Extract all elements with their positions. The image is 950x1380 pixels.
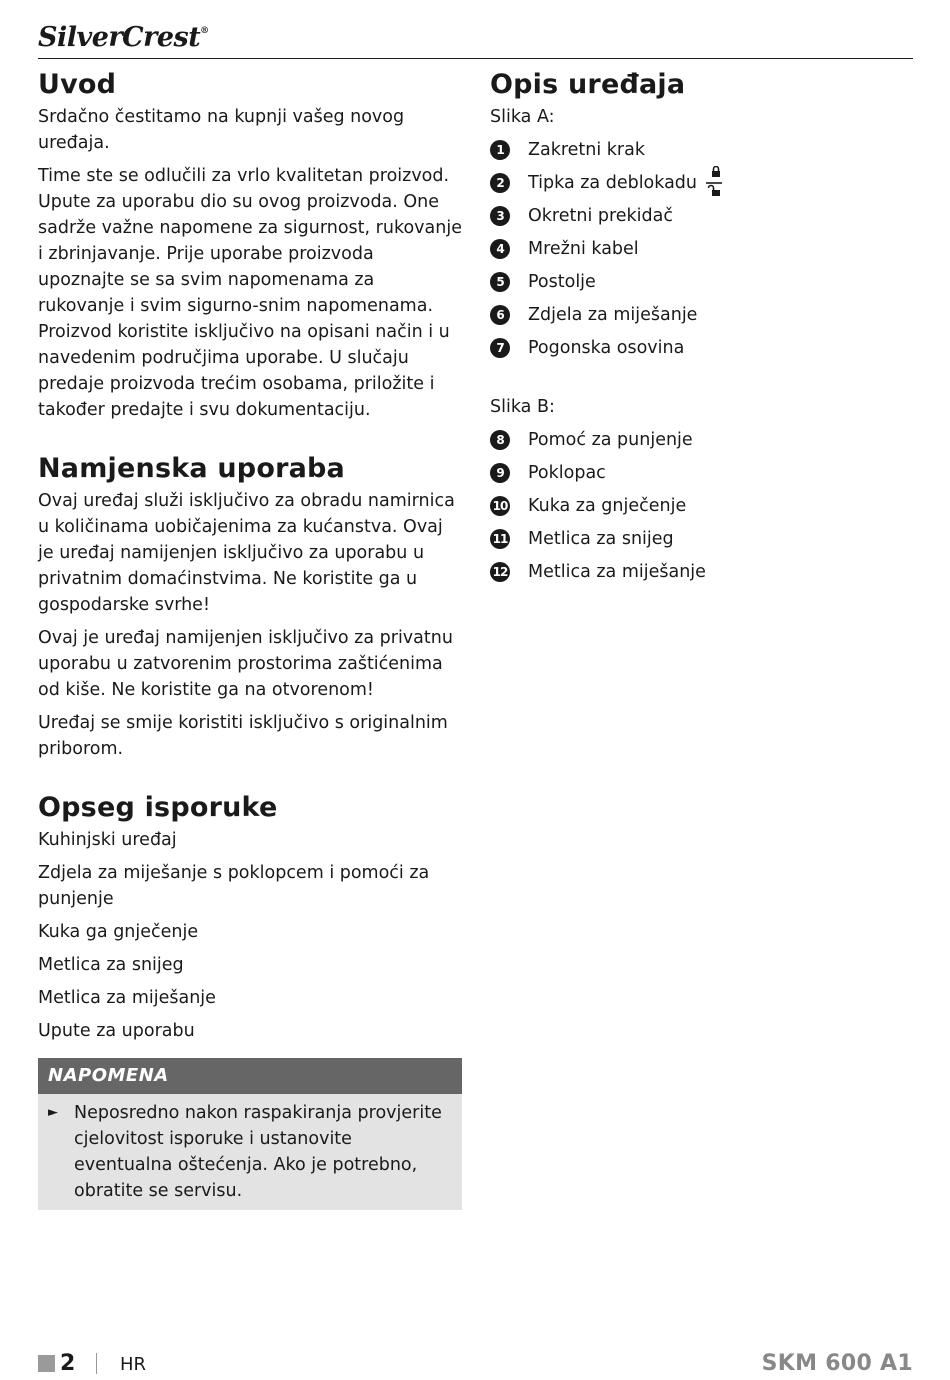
section-title-opis-uredaja: Opis uređaja — [490, 69, 686, 100]
list-item-label: Kuka za gnječenje — [528, 496, 687, 516]
note-heading: NAPOMENA — [38, 1058, 462, 1094]
list-item: Metlica za snijeg — [38, 955, 184, 975]
number-badge: 1 — [490, 140, 510, 160]
slika-b-label: Slika B: — [490, 397, 555, 417]
number-badge: 8 — [490, 430, 510, 450]
list-item-label: Metlica za miješanje — [528, 562, 706, 582]
left-column — [38, 66, 462, 1210]
list-item — [490, 559, 910, 585]
list-item-label: Zakretni krak — [528, 140, 645, 160]
note-box — [38, 1058, 462, 1210]
number-badge: 9 — [490, 463, 510, 483]
number-badge: 11 — [490, 529, 510, 549]
note-text: Neposredno nakon raspakiranja provjerite cjelovitost isporuke i ustanovite eventualna oštećenja. Ako je potrebno, obratite se servisu. — [74, 1103, 442, 1201]
model-number: SKM 600 A1 — [761, 1351, 913, 1376]
section-title-opseg-isporuke: Opseg isporuke — [38, 792, 278, 823]
list-item-label: Mrežni kabel — [528, 239, 639, 259]
list-item — [490, 137, 910, 163]
uvod-paragraph-1: Srdačno čestitamo na kupnji vašeg novog uređaja. — [38, 107, 405, 153]
list-item-label: Okretni prekidač — [528, 206, 673, 226]
footer-divider — [96, 1353, 97, 1374]
page-footer — [38, 1350, 913, 1380]
brand-logo: SilverCrest® — [38, 22, 209, 53]
list-item: Kuka ga gnječenje — [38, 922, 199, 942]
namjenska-paragraph-3: Uređaj se smije koristiti isključivo s originalnim priborom. — [38, 713, 448, 759]
footer-marker — [38, 1355, 55, 1372]
slika-a-label: Slika A: — [490, 107, 555, 127]
list-item — [490, 302, 910, 328]
list-item-label: Postolje — [528, 272, 596, 292]
namjenska-paragraph-1: Ovaj uređaj služi isključivo za obradu namirnica u količinama uobičajenima za kućanstva. Ovaj je uređaj namijenjen isključivo za uporabu u privatnim domaćinstvima. Ne koristite ga u gospodarske svrhe! — [38, 491, 455, 615]
list-item-label: Tipka za deblokadu — [528, 173, 698, 193]
number-badge: 2 — [490, 173, 510, 193]
list-item — [490, 236, 910, 262]
section-title-uvod: Uvod — [38, 69, 117, 100]
list-item: Zdjela za miješanje s poklopcem i pomoći za punjenje — [38, 863, 430, 909]
number-badge: 12 — [490, 562, 510, 582]
right-column — [490, 66, 910, 592]
lock-unlock-icon — [705, 166, 723, 200]
number-badge: 4 — [490, 239, 510, 259]
uvod-paragraph-2: Time ste se odlučili za vrlo kvalitetan proizvod. Upute za uporabu dio su ovog proizvoda. One sadrže važne napomene za sigurnost, rukovanje i zbrinjavanje. Prije uporabe proizvoda upoznajte se sa svim napomenama za rukovanje i svim sigurno-snim napomenama. Proizvod koristite isključivo na opisani način i u navedenim područjima uporabe. U slučaju predaje proizvoda trećim osobama, priložite i također predajte i svu dokumentaciju. — [38, 166, 462, 420]
list-item: Upute za uporabu — [38, 1021, 195, 1041]
namjenska-paragraph-2: Ovaj je uređaj namijenjen isključivo za privatnu uporabu u zatvorenim prostorima zaštićenima od kiše. Ne koristite ga na otvorenom! — [38, 628, 453, 700]
list-item-label: Pomoć za punjenje — [528, 430, 693, 450]
section-title-namjenska-uporaba: Namjenska uporaba — [38, 453, 345, 484]
page-number: 2 — [60, 1351, 76, 1376]
list-item-label: Metlica za snijeg — [528, 529, 674, 549]
list-item — [490, 526, 910, 552]
number-badge: 7 — [490, 338, 510, 358]
list-item — [490, 335, 910, 361]
list-item: Kuhinjski uređaj — [38, 830, 177, 850]
list-item — [490, 203, 910, 229]
slika-b-list — [490, 427, 910, 585]
slika-a-list — [490, 137, 910, 361]
number-badge: 3 — [490, 206, 510, 226]
language-code: HR — [120, 1354, 147, 1375]
list-item-label: Zdjela za miješanje — [528, 305, 698, 325]
list-item — [490, 460, 910, 486]
list-item — [490, 170, 910, 196]
list-item-label: Poklopac — [528, 463, 606, 483]
number-badge: 6 — [490, 305, 510, 325]
number-badge: 5 — [490, 272, 510, 292]
header-rule — [38, 58, 913, 59]
list-item — [490, 427, 910, 453]
list-item-label: Pogonska osovina — [528, 338, 685, 358]
number-badge: 10 — [490, 496, 510, 516]
list-item — [490, 269, 910, 295]
list-item — [490, 493, 910, 519]
arrow-right-icon: ► — [48, 1105, 58, 1120]
list-item: Metlica za miješanje — [38, 988, 216, 1008]
